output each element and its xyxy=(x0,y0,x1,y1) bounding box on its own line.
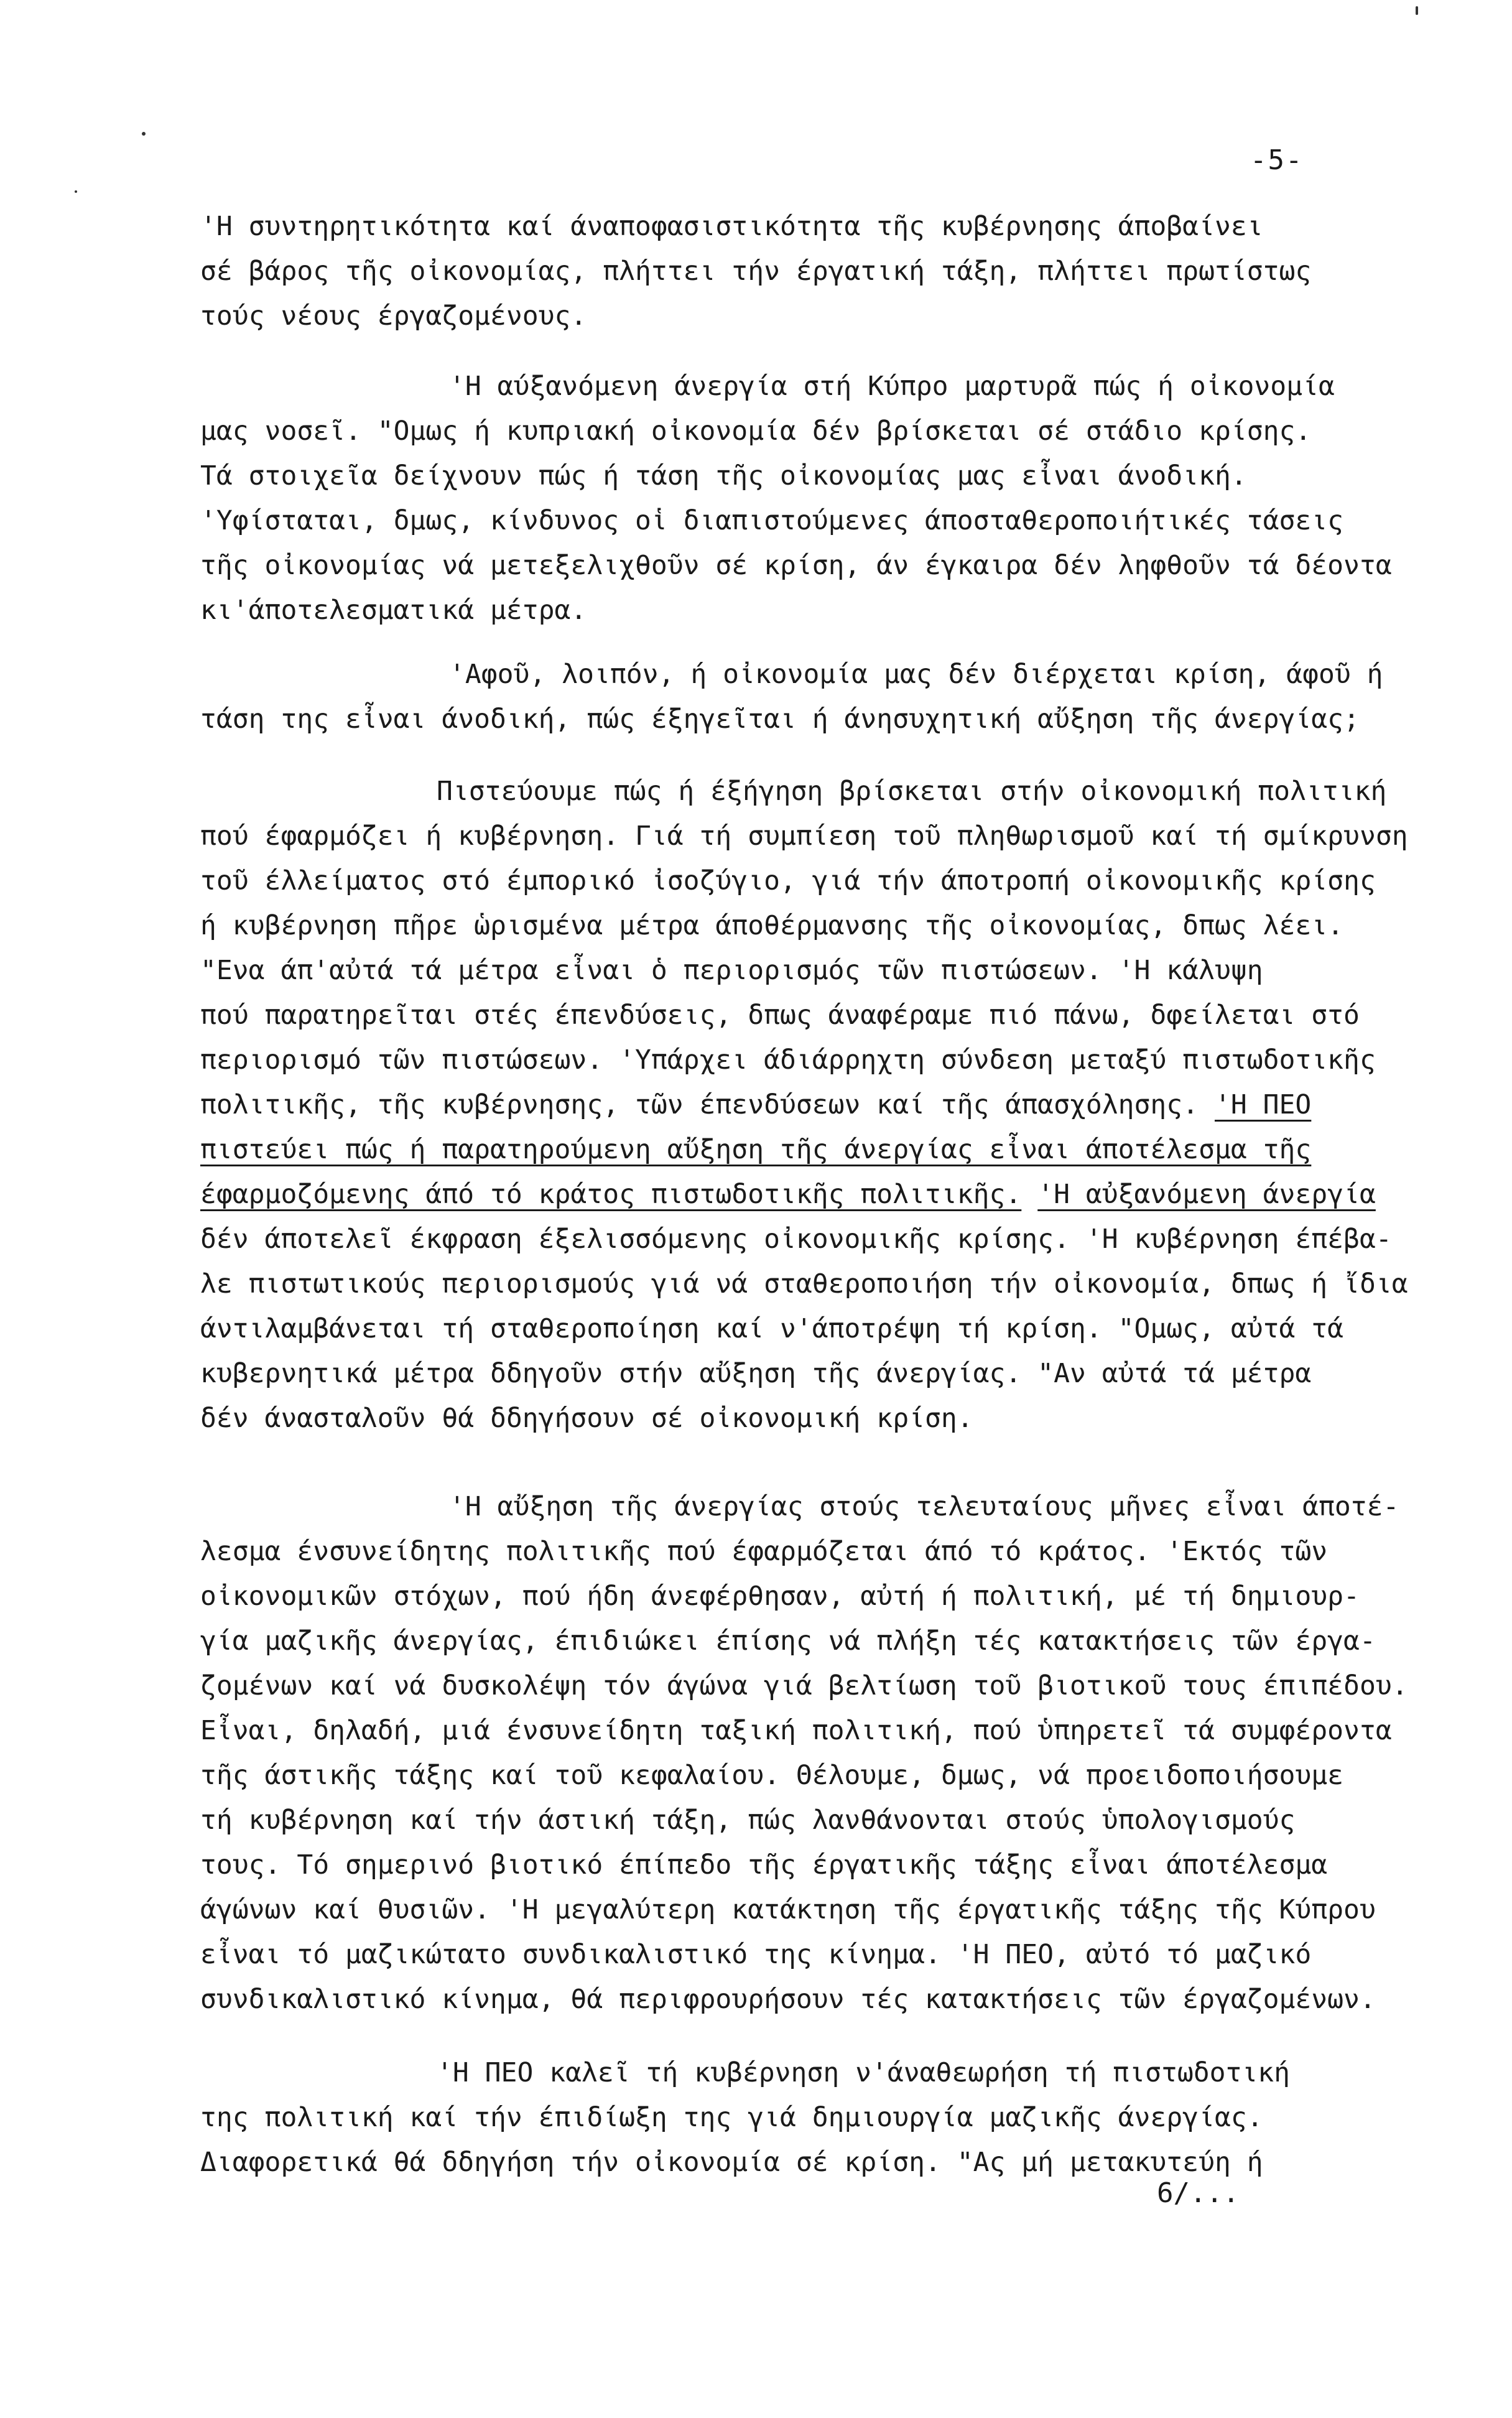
underlined-line: πιστεύει πώς ή παρατηρούμενη αὔξηση τῆς άνεργίας εἶναι άποτέλεσμα τῆς xyxy=(200,1134,1312,1165)
text-line: κι'άποτελεσματικά μέτρα. xyxy=(200,595,587,626)
text-line: 'Η συντηρητικότητα καί άναποφασιστικότητα τῆς κυβέρνησης άποβαίνει xyxy=(200,211,1263,242)
text-line: περιορισμό τῶν πιστώσεων. 'Υπάρχει άδιάρρηχτη σύνδεση μεταξύ πιστωδοτικῆς xyxy=(200,1044,1376,1076)
text-fragment: πολιτικῆς, τῆς κυβέρνησης, τῶν έπενδύσεων καί τῆς άπασχόλησης. xyxy=(200,1089,1199,1120)
text-line: δέν άποτελεῖ έκφραση έξελισσόμενης οἰκονομικῆς κρίσης. 'Η κυβέρνηση έπέβα- xyxy=(200,1224,1392,1255)
text-line: 'Αφοῦ, λοιπόν, ή οἰκονομία μας δέν διέρχεται κρίση, άφοῦ ή xyxy=(449,659,1383,690)
text-line: άντιλαμβάνεται τή σταθεροποίηση καί ν'άποτρέψη τή κρίση. "Ομως, αὐτά τά xyxy=(200,1313,1344,1344)
text-line: τῆς οἰκονομίας νά μετεξελιχθοῦν σέ κρίση, άν έγκαιρα δέν ληφθοῦν τά δέοντα xyxy=(200,550,1392,581)
text-line: τούς νέους έργαζομένους. xyxy=(200,300,587,332)
paragraph-1 xyxy=(200,204,1419,338)
paragraph-4 xyxy=(200,769,1419,1441)
text-line: τῆς άστικῆς τάξης καί τοῦ κεφαλαίου. Θέλουμε, δμως, νά προειδοποιήσουμε xyxy=(200,1760,1344,1791)
paragraph-5 xyxy=(200,1484,1419,2022)
text-line xyxy=(200,1172,1419,1217)
text-line: της πολιτική καί τήν έπιδίωξη της γιά δημιουργία μαζικῆς άνεργίας. xyxy=(200,2102,1263,2133)
text-line: λε πιστωτικούς περιορισμούς γιά νά σταθεροποιήση τήν οἰκονομία, δπως ή ἴδια xyxy=(200,1268,1408,1300)
underlined-text: 'Η αὐξανόμενη άνεργία xyxy=(1037,1179,1376,1210)
text-line: κυβερνητικά μέτρα δδηγοῦν στήν αὔξηση τῆς άνεργίας. "Αν αὐτά τά μέτρα xyxy=(200,1358,1312,1389)
underlined-text: 'Η ΠΕΟ xyxy=(1214,1089,1312,1120)
text-line: 'Υφίσταται, δμως, κίνδυνος οἱ διαπιστούμενες άποσταθεροποιήτικές τάσεις xyxy=(200,505,1344,536)
text-line: πού έφαρμόζει ή κυβέρνηση. Γιά τή συμπίεση τοῦ πληθωρισμοῦ καί τή σμίκρυνση xyxy=(200,821,1408,852)
paragraph-3 xyxy=(200,652,1419,742)
text-line: 'Η αύξανόμενη άνεργία στή Κύπρο μαρτυρᾶ πώς ή οἰκονομία xyxy=(449,371,1335,402)
text-line: εἶναι τό μαζικώτατο συνδικαλιστικό της κίνημα. 'Η ΠΕΟ, αὐτό τό μαζικό xyxy=(200,1939,1312,1970)
text-line: μας νοσεῖ. "Ομως ή κυπριακή οἰκονομία δέν βρίσκεται σέ στάδιο κρίσης. xyxy=(200,416,1312,447)
text-line: τοῦ έλλείματος στό έμπορικό ἰσοζύγιο, γιά τήν άποτροπή οἰκονομικῆς κρίσης xyxy=(200,865,1376,896)
text-line: ή κυβέρνηση πῆρε ὡρισμένα μέτρα άποθέρμανσης τῆς οἰκονομίας, δπως λέει. xyxy=(200,910,1344,941)
text-line: Πιστεύουμε πώς ή έξήγηση βρίσκεται στήν οἰκονομική πολιτική xyxy=(437,776,1387,807)
text-line: συνδικαλιστικό κίνημα, θά περιφρουρήσουν τές κατακτήσεις τῶν έργαζομένων. xyxy=(200,1984,1376,2015)
text-line: σέ βάρος τῆς οἰκονομίας, πλήττει τήν έργατική τάξη, πλήττει πρωτίστως xyxy=(200,256,1312,287)
text-line: ζομένων καί νά δυσκολέψη τόν άγώνα γιά βελτίωση τοῦ βιοτικοῦ τους έπιπέδου. xyxy=(200,1670,1408,1701)
text-line: τους. Τό σημερινό βιοτικό έπίπεδο τῆς έργατικῆς τάξης εἶναι άποτέλεσμα xyxy=(200,1849,1328,1881)
paragraph-2 xyxy=(200,364,1419,633)
text-line: 'Η αὔξηση τῆς άνεργίας στούς τελευταίους μῆνες εἶναι άποτέ- xyxy=(449,1491,1399,1522)
text-line: Εἶναι, δηλαδή, μιά ένσυνείδητη ταξική πολιτική, πού ὑπηρετεῖ τά συμφέροντα xyxy=(200,1715,1392,1746)
scan-speck xyxy=(1416,6,1418,15)
scan-speck xyxy=(75,190,77,193)
text-line: τή κυβέρνηση καί τήν άστική τάξη, πώς λανθάνονται στούς ὑπολογισμούς xyxy=(200,1805,1296,1836)
text-line: δέν άνασταλοῦν θά δδηγήσουν σέ οἰκονομική κρίση. xyxy=(200,1403,973,1434)
continuation-marker: 6/... xyxy=(1157,2177,1240,2209)
text-line: λεσμα ένσυνείδητης πολιτικῆς πού έφαρμόζεται άπό τό κράτος. 'Εκτός τῶν xyxy=(200,1536,1328,1567)
text-line: 'Η ΠΕΟ καλεῖ τή κυβέρνηση ν'άναθεωρήση τή πιστωδοτική xyxy=(437,2057,1291,2088)
underlined-text: έφαρμοζόμενης άπό τό κράτος πιστωδοτικῆς πολιτικῆς. xyxy=(200,1179,1022,1210)
text-line xyxy=(200,1082,1419,1127)
text-line: "Ενα άπ'αὐτά τά μέτρα εἶναι ὁ περιορισμός τῶν πιστώσεων. 'Η κάλυψη xyxy=(200,955,1263,986)
text-line: πού παρατηρεῖται στές έπενδύσεις, δπως άναφέραμε πιό πάνω, δφείλεται στό xyxy=(200,1000,1360,1031)
text-line: γία μαζικῆς άνεργίας, έπιδιώκει έπίσης νά πλήξη τές κατακτήσεις τῶν έργα- xyxy=(200,1625,1376,1657)
text-line: άγώνων καί θυσιῶν. 'Η μεγαλύτερη κατάκτηση τῆς έργατικῆς τάξης τῆς Κύπρου xyxy=(200,1894,1376,1925)
text-line: οἰκονομικῶν στόχων, πού ήδη άνεφέρθησαν, αὐτή ή πολιτική, μέ τή δημιουρ- xyxy=(200,1581,1360,1612)
paragraph-6 xyxy=(200,2050,1419,2185)
scan-speck xyxy=(142,132,146,136)
page-number: -5- xyxy=(1250,144,1304,176)
text-line: τάση της εἶναι άνοδική, πώς έξηγεῖται ή άνησυχητική αὔξηση τῆς άνεργίας; xyxy=(200,704,1360,735)
text-line: Τά στοιχεῖα δείχνουν πώς ή τάση τῆς οἰκονομίας μας εἶναι άνοδική. xyxy=(200,460,1247,491)
text-line: Διαφορετικά θά δδηγήση τήν οἰκονομία σέ κρίση. "Ας μή μετακυτεύη ή xyxy=(200,2147,1263,2178)
